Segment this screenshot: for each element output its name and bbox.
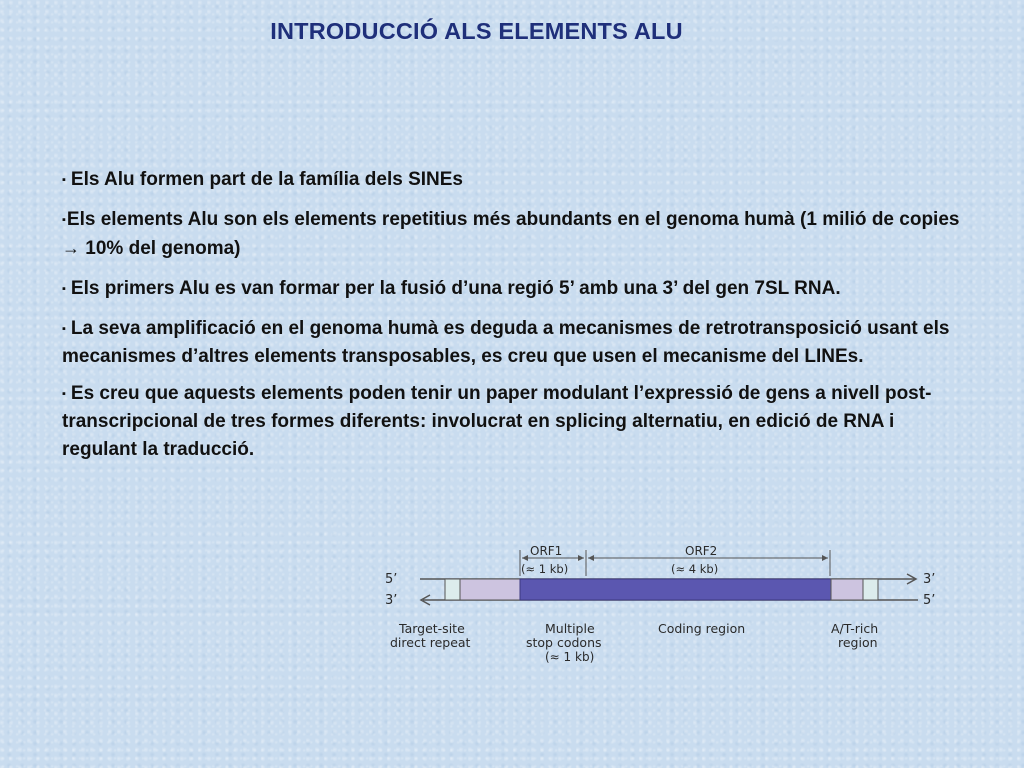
bullet-item: [62, 315, 962, 371]
square-bullet-icon: ▪: [62, 323, 66, 335]
orf1-size-label: (≈ 1 kb): [521, 562, 569, 576]
square-bullet-icon: ▪: [62, 174, 66, 186]
square-bullet-icon: ▪: [62, 388, 66, 400]
slide-title: INTRODUCCIÓ ALS ELEMENTS ALU: [270, 18, 683, 44]
orf1-arrow-left: [522, 555, 528, 561]
coding-region-label: Coding region: [658, 621, 746, 636]
right-bottom-end-label: 5’: [923, 593, 936, 608]
target-site-repeat-left: [445, 579, 460, 600]
stop-codons-label-line1: Multiple: [545, 621, 595, 636]
square-bullet-icon: ▪: [62, 283, 66, 295]
bullet-item: [62, 275, 962, 303]
bullet-text: Els primers Alu es van formar per la fusió d’una regió 5’ amb una 3’ del gen 7SL RNA.: [70, 278, 841, 299]
orf2-size-label: (≈ 4 kb): [671, 562, 719, 576]
right-top-end-label: 3’: [923, 572, 936, 587]
at-rich-label-line2: region: [838, 635, 878, 650]
orf1-label: ORF1: [530, 544, 563, 558]
target-site-label-line2: direct repeat: [390, 635, 471, 650]
square-bullet-icon: ▪: [62, 214, 66, 226]
orf2-arrow-left: [588, 555, 594, 561]
arrow-right-icon: →: [62, 238, 80, 258]
bullet-item: [62, 166, 962, 194]
bullet-text: 10% del genoma): [80, 238, 241, 259]
stop-codons-label-line3: (≈ 1 kb): [545, 650, 595, 664]
bullet-item: [62, 380, 962, 464]
orf2-arrow-right: [822, 555, 828, 561]
bullet-item: [62, 206, 962, 263]
bullet-text: La seva amplificació en el genoma humà es deguda a mecanismes de retrotransposició usant els mecanismes d’altres elements transposables, es creu que usen el mecanisme del LINEs.: [62, 318, 950, 367]
left-bottom-end-label: 3’: [385, 593, 398, 608]
left-top-end-label: 5’: [385, 572, 398, 587]
orf1-arrow-right: [578, 555, 584, 561]
target-site-label-line1: Target-site: [399, 621, 465, 636]
target-site-repeat-right: [863, 579, 878, 600]
at-rich-label-line1: A/T-rich: [831, 621, 879, 636]
bullet-list: [62, 166, 962, 476]
alu-diagram-svg: [375, 540, 960, 665]
bullet-text: Es creu que aquests elements poden tenir un paper modulant l’expressió de gens a nivell post-transcripcional de tres formes diferents: involucrat en splicing alternatiu, en edició de RNA i regulant la traducció.: [62, 383, 932, 460]
stop-codons-label-line2: stop codons: [526, 635, 602, 650]
bullet-text: Els Alu formen part de la família dels SINEs: [70, 169, 463, 190]
five-prime-utr-box: [460, 579, 520, 600]
coding-region-box: [520, 579, 831, 600]
at-rich-region-box: [831, 579, 863, 600]
bullet-text: Els elements Alu son els elements repetitius més abundants en el genoma humà (1 milió de copies: [66, 209, 960, 230]
orf2-label: ORF2: [685, 544, 718, 558]
alu-element-diagram: [375, 540, 960, 665]
